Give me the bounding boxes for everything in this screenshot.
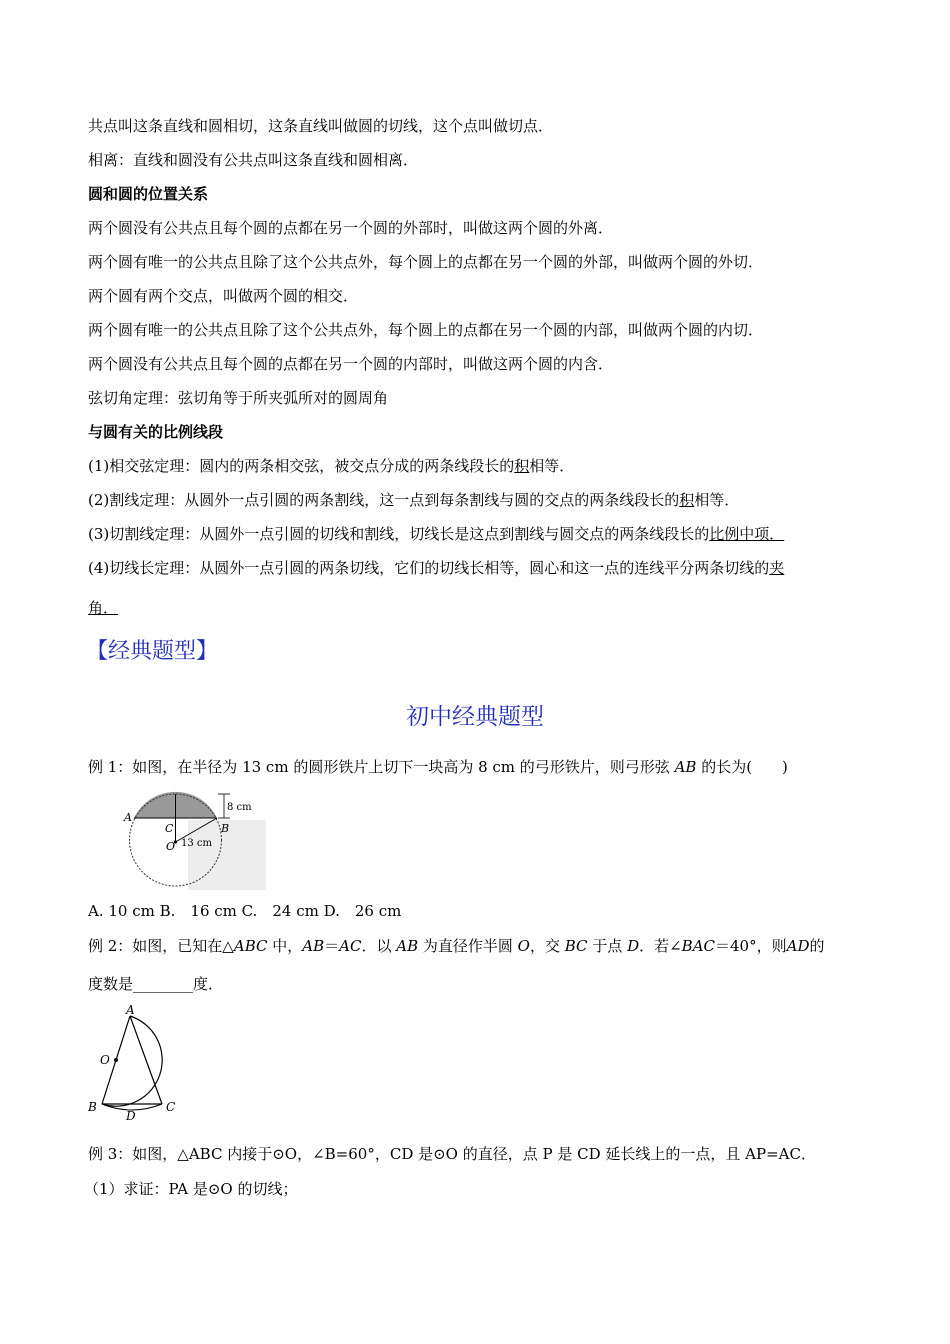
label-c: C: [165, 822, 174, 835]
text-span: ．以: [361, 937, 397, 955]
label-a: A: [126, 1003, 135, 1017]
paragraph-external-tangent: 两个圆有唯一的公共点且除了这个公共点外，每个圆上的点都在另一个圆的外部，叫做两个圆的外切．: [88, 253, 764, 271]
paragraph-tangent-length-theorem: [88, 558, 784, 578]
paragraph-external-separate: 两个圆没有公共点且每个圆的点都在另一个圆的外部时，叫做这两个圆的外离．: [88, 219, 614, 237]
label-radius: 13 cm: [181, 838, 212, 849]
math-var: AB: [302, 937, 325, 955]
example-1-choices: A. 10 cm B. 16 cm C. 24 cm D. 26 cm: [88, 902, 402, 920]
underlined-text: 角．: [88, 599, 119, 617]
example-1-question: [88, 757, 788, 777]
example-2-question: [88, 936, 824, 956]
side-ac: [130, 1016, 162, 1104]
heading-proportional-segments: 与圆有关的比例线段: [88, 423, 224, 441]
text-span: 于点: [587, 937, 628, 955]
page-title: 初中经典题型: [406, 704, 544, 730]
point-o: [114, 1058, 118, 1062]
example-2-question-cont: 度数是________度．: [88, 975, 224, 993]
label-height: 8 cm: [227, 802, 252, 813]
text-span: 相等．: [529, 457, 575, 475]
math-var: BC: [564, 937, 588, 955]
math-var: O: [517, 937, 530, 955]
text-span: (3)切割线定理：从圆外一点引圆的切线和割线，切线长是这点到割线与圆交点的两条线段长的: [88, 525, 710, 543]
label-d: D: [126, 1109, 136, 1122]
heading-circle-circle-relation: 圆和圆的位置关系: [88, 185, 209, 203]
text-span: 的: [809, 937, 825, 955]
paragraph-intersecting-chords: [88, 456, 574, 476]
math-var: AC: [339, 937, 362, 955]
text-span: ．若∠: [639, 937, 682, 955]
example-2-figure: [86, 1000, 186, 1122]
text-span: (1)相交弦定理：圆内的两条相交弦，被交点分成的两条线段长的: [88, 457, 515, 475]
label-a: A: [124, 811, 132, 824]
text-span: 的长为( ): [696, 758, 788, 776]
paragraph-tangent-secant-theorem: [88, 524, 784, 544]
math-var: AB: [674, 758, 697, 776]
text-span: ，交: [529, 937, 565, 955]
paragraph-internal-tangent: 两个圆有唯一的公共点且除了这个公共点外，每个圆上的点都在另一个圆的内部，叫做两个圆的内切．: [88, 321, 764, 339]
text-span: 例 1：如图，在半径为 13 cm 的圆形铁片上切下一块高为 8 cm 的弓形铁片，则弓形弦: [88, 758, 675, 776]
paragraph-separate-def: 相离：直线和圆没有公共点叫这条直线和圆相离．: [88, 151, 419, 169]
label-b: B: [221, 822, 230, 835]
underlined-text: 积: [679, 491, 695, 509]
math-var: AB: [396, 937, 419, 955]
text-span: 相等．: [694, 491, 740, 509]
math-var: BAC: [681, 937, 716, 955]
text-span: ＝: [324, 937, 340, 955]
paragraph-tangent-length-cont: [88, 598, 118, 618]
math-var: D: [627, 937, 640, 955]
label-c: C: [166, 1100, 176, 1114]
underlined-text: 积: [514, 457, 530, 475]
label-b: B: [88, 1100, 97, 1114]
text-span: (4)切线长定理：从圆外一点引圆的两条切线，它们的切线长相等，圆心和这一点的连线平分两条切线的: [88, 559, 770, 577]
paragraph-intersect: 两个圆有两个交点，叫做两个圆的相交．: [88, 287, 359, 305]
text-span: ＝40°，则: [715, 937, 787, 955]
math-var: ABC: [233, 937, 268, 955]
semicircle-arc: [102, 1016, 162, 1106]
example-1-figure: [118, 780, 266, 890]
label-o: O: [166, 840, 176, 853]
underlined-text: 夹: [769, 559, 785, 577]
text-span: 中，: [267, 937, 303, 955]
paragraph-contain: 两个圆没有公共点且每个圆的点都在另一个圆的内部时，叫做这两个圆的内含．: [88, 355, 614, 373]
example-3-question: 例 3：如图，△ABC 内接于⊙O，∠B=60°，CD 是⊙O 的直径，点 P 是 CD 延长线上的一点，且 AP=AC．: [88, 1145, 816, 1163]
label-o: O: [100, 1053, 110, 1067]
text-span: 为直径作半圆: [418, 937, 518, 955]
section-heading-classic-problems: 【经典题型】: [86, 639, 219, 664]
paragraph-tangent-def: 共点叫这条直线和圆相切，这条直线叫做圆的切线，这个点叫做切点．: [88, 117, 554, 135]
math-var: AD: [786, 937, 810, 955]
underlined-text: 比例中项．: [709, 525, 785, 543]
example-3-part-1: （1）求证：PA 是⊙O 的切线；: [84, 1180, 298, 1198]
paragraph-chord-tangent-theorem: 弦切角定理：弦切角等于所夹弧所对的圆周角: [88, 389, 389, 407]
text-span: (2)割线定理：从圆外一点引圆的两条割线，这一点到每条割线与圆的交点的两条线段长的: [88, 491, 680, 509]
paragraph-secant-theorem: [88, 490, 739, 510]
text-span: 例 2：如图，已知在△: [88, 937, 234, 955]
